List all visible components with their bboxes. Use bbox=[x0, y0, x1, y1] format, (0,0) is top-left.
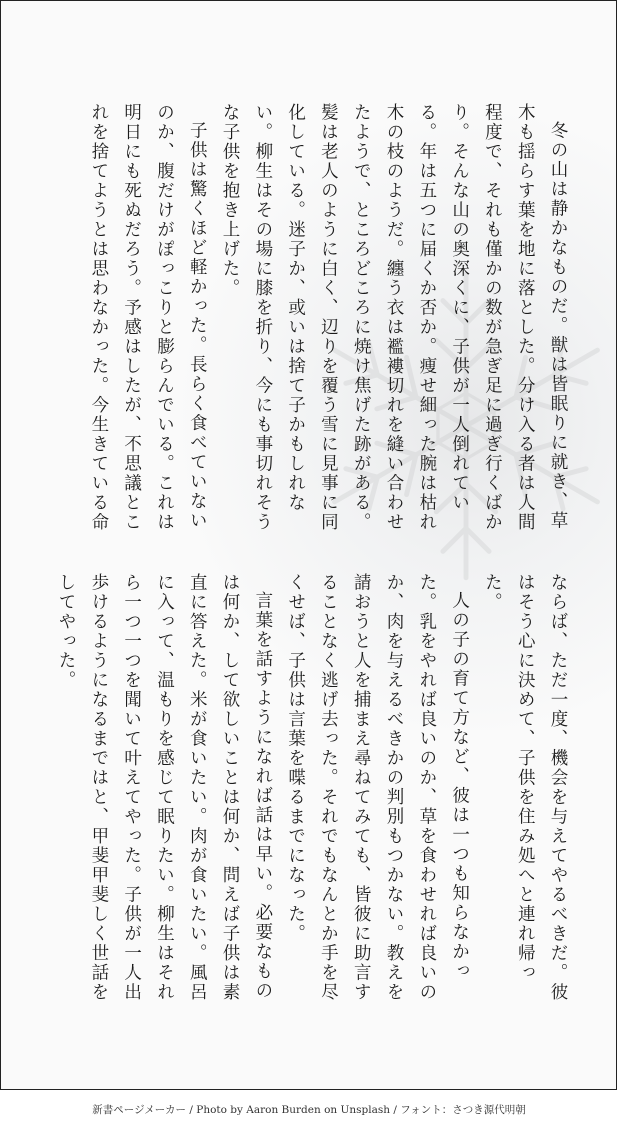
lower-text-block bbox=[49, 573, 574, 1003]
paragraph: 子供は驚くほど軽かった。長らく食べていないのか、腹だけがぽっこりと膨らんでいる。これは明日にも死ぬだろう。予感はしたが、不思議とこれを捨てようとは思わなかった。今生きている命 bbox=[88, 103, 208, 532]
paragraph: 冬の山は静かなものだ。獣は皆眠りに就き、草木も揺らす葉を地に落とした。分け入る者は人間程度で、それも僅かの数が急ぎ足に過ぎ行くばかり。そんな山の奥深くに、子供が一人倒れている。年は五つに届くか否か。痩せ細った腕は枯れ木の枝のようだ。纏う衣は襤褸切れを縫い合わせたようで、ところどころに焼け焦げた跡がある。髪は老人のように白く、辺りを覆う雪に見事に同化している。迷子か、或いは捨て子かもしれない。柳生はその場に膝を折り、今にも事切れそうな子供を抱き上げた。 bbox=[220, 103, 568, 532]
paragraph: ならば、ただ一度、機会を与えてやるべきだ。彼はそう心に決めて、子供を住み処へと連れ帰った。 bbox=[482, 573, 568, 1002]
upper-text-block bbox=[82, 103, 574, 533]
paragraph: 言葉を話すようになれば話は早い。必要なものは何か、して欲しいことは何か、問えば子供は素直に答えた。米が食いたい。肉が食いたい。風呂に入って、温もりを感じて眠りたい。柳生はそれら一つ一つを聞いて叶えてやった。子供が一人出歩けるようになるまではと、甲斐甲斐しく世話をしてやった。 bbox=[56, 573, 273, 1002]
paragraph: 人の子の育て方など、彼は一つも知らなかった。乳をやれば良いのか、草を食わせれば良いのか、肉を与えるべきかの判別もつかない。教えを請おうと人を捕まえ尋ねてみても、皆彼に助言することなく逃げ去った。それでもなんとか手を尽くせば、子供は言葉を喋るまでになった。 bbox=[285, 573, 470, 1002]
footer-credit: 新書ページメーカー / Photo by Aaron Burden on Unsplash / フォント：さつき源代明朝 bbox=[92, 1104, 526, 1116]
